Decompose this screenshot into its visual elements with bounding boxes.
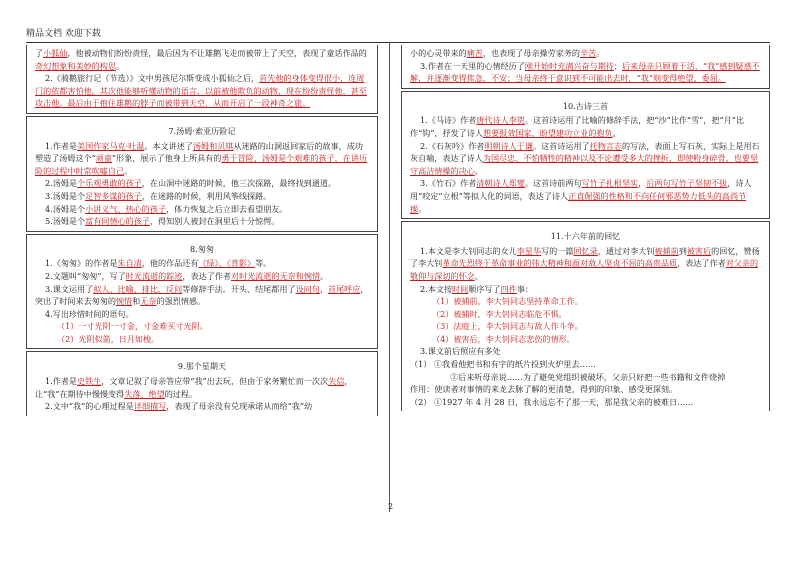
highlighted-answer: 唐代诗人李贺	[476, 115, 525, 126]
highlighted-answer: 朱自清	[117, 258, 142, 269]
paragraph: 作用：使读者对事情的来龙去脉了解的更清楚，得到的印象、感受更深刻。	[410, 384, 678, 395]
text-run: ，	[319, 283, 328, 294]
paragraph	[35, 72, 369, 110]
text-run: ，突出了时间来去匆匆的	[35, 283, 369, 307]
highlighted-answer: 顽童	[95, 153, 112, 164]
text-run: 1.《马诗》作者	[420, 115, 477, 126]
text-run: ，也表现了母亲操劳家务的	[482, 48, 581, 58]
highlighted-answer: 明朝诗人于谦	[484, 140, 533, 151]
section-congcong	[26, 234, 378, 350]
text-run: 顺序写了	[468, 283, 501, 294]
paragraph	[35, 177, 369, 190]
highlighted-answer: 写竹子扎根坚实	[581, 178, 639, 189]
paragraph	[35, 283, 369, 308]
text-run: 。	[124, 165, 133, 176]
highlighted-answer: 李星华	[516, 245, 542, 256]
text-run: 的写法，表面上写石灰，实际上是用石灰自喻，表达了诗人	[410, 140, 760, 164]
text-run: ，他的作品还有	[141, 258, 199, 269]
text-run: 把“月”比作“钩”，抒发了诗人	[410, 115, 744, 138]
text-run: 5.汤姆是个	[45, 216, 86, 227]
paragraph	[410, 114, 761, 139]
paragraph	[410, 60, 761, 85]
right-column	[401, 45, 770, 515]
highlighted-answer: 刚开始时充满兴奋与期待	[524, 60, 614, 71]
paragraph	[35, 190, 369, 203]
text-run: ，	[638, 178, 647, 189]
text-run: 从迷路的山洞返回家后的故事，成功塑造了汤姆这个“	[35, 140, 363, 164]
highlighted-answer: 被害后	[686, 245, 712, 256]
paragraph	[35, 257, 369, 270]
text-run: 1.作者是	[45, 376, 78, 387]
paragraph	[410, 245, 761, 283]
highlighted-answer: 《绿》、《背影》	[198, 258, 256, 269]
text-run: 1.《匆匆》的作者是	[45, 258, 118, 269]
list-item: （1）一寸光阴一寸金，寸金难买寸光阴。	[57, 321, 208, 332]
page-number: 2	[388, 502, 394, 511]
text-run: 。这首诗运用了比喻的修辞手法，把“沙”比作“雪”，	[524, 115, 712, 126]
highlighted-answer: 对时光流逝的无奈和惋惜	[231, 270, 321, 281]
text-run: 。	[418, 203, 427, 214]
highlighted-answer: 小狐仙	[43, 48, 68, 58]
text-run: ，表达了作者	[182, 270, 231, 281]
highlighted-answer: 奇幻想象和美妙的构思	[35, 60, 116, 71]
text-run: 3.课文运用了	[45, 283, 94, 294]
text-run: 1.本文是李大钊同志的女儿	[420, 245, 517, 256]
paragraph	[410, 283, 761, 296]
highlighted-answer: 四件	[500, 283, 517, 294]
paragraph	[410, 47, 761, 60]
highlighted-answer: 革命先烈终于革命事业的伟大精神和面对敌人坚贞不屈的高贵品质	[442, 258, 678, 269]
text-run: 的过程。	[164, 388, 198, 399]
highlighted-answer: 史铁生	[77, 376, 102, 387]
highlighted-answer: 为国尽忠、不怕牺牲的精神以及不论遭受多大的挫折，即使粉身碎骨，也要坚守高洁情操的决心	[410, 153, 759, 176]
list-item: （4）被害后，李大钊同志悲伤的情形。	[432, 333, 575, 344]
highlighted-answer: 设问句	[295, 283, 320, 294]
section-xingqitian-cont	[401, 45, 770, 89]
paragraph	[35, 140, 369, 178]
highlighted-answer: 想要报效国家，盼望建功立业的抱负	[483, 127, 613, 138]
text-run: 。这首诗前两句	[524, 178, 582, 189]
text-run: ，体力恢复之后立即去看望朋友。	[166, 203, 288, 214]
highlighted-answer: 拟人、比喻、排比、反问	[93, 283, 183, 294]
highlighted-answer: 小讲义气、热心的孩子	[85, 203, 167, 214]
section-xingqitian	[26, 351, 378, 415]
text-run: 2.《石灰吟》作者	[420, 140, 485, 151]
page-header: 精品文档 欢迎下载	[26, 29, 101, 39]
text-run: 2.《骑鹅旅行记（节选）》文中男孩尼尔斯变成小狐仙之后，	[45, 73, 260, 84]
highlighted-answer: 托物言志	[589, 140, 623, 151]
text-run: 的回忆，赞扬了李大钊	[410, 245, 760, 269]
highlighted-answer: 失落、绝望	[124, 388, 165, 399]
highlighted-answer: 首尾呼应	[327, 283, 361, 294]
text-run: 。	[612, 127, 621, 138]
text-run: ，他被动物们纷纷责怪，最后因为不让雄鹅飞走而被带上了天空，表现了童话作品的	[67, 48, 367, 58]
text-run: 和	[132, 296, 141, 307]
text-run: 等修辞手法。开头、结尾都用了	[182, 283, 296, 294]
highlighted-answer: 首先他的身体变得很小，连周门的依都害怕他。其次他能够听懂动物的语言，以前被他欺负的动物，现在纷纷责怪他，甚至攻击他。最后由于抱住雄鹅的脖子而被带到天空，从而开启了一段神奇之旅。	[35, 73, 367, 109]
highlighted-answer: 惋惜	[115, 296, 133, 307]
text-run: ，诗人用“咬定”立根”等拟人化的词语，表达了诗人	[410, 178, 752, 201]
highlighted-answer: 富有同情心的孩子	[85, 216, 150, 227]
paragraph	[35, 215, 369, 228]
highlighted-answer: 后来母亲只顾着干活，“我”感到疑惑不解，并逐渐变得焦急、不安；当母亲终于意识到不可能出去时，“我”则变得绝望、委屈。	[410, 60, 760, 84]
paragraph	[410, 140, 761, 178]
section-title: 7.汤姆·索亚历险记	[168, 125, 236, 136]
text-run: 的强烈情感。	[156, 296, 206, 307]
highlighted-answer: 回忆录	[573, 245, 598, 256]
text-run: 3.《竹石》作者	[420, 178, 477, 189]
header-rule	[26, 42, 770, 43]
text-run: 写的一篇	[541, 245, 574, 256]
text-run: ；	[613, 60, 623, 71]
paragraph: 4.写出珍惜时间的语句。	[45, 308, 134, 319]
highlighted-answer: 足智多谋的孩子	[85, 190, 142, 201]
text-run: 3.汤姆是个	[45, 190, 86, 201]
highlighted-answer: 汤姆和贝琪	[192, 140, 234, 151]
list-item: （2）光阴似箭，日月如梭。	[57, 333, 160, 344]
section-gushi	[401, 91, 770, 219]
text-run: 2.文中“我”的心理过程是	[45, 401, 134, 412]
highlighted-answer: 时间	[452, 283, 469, 294]
list-item: （2）被捕时，李大钊同志临危不惧。	[432, 308, 567, 319]
highlighted-answer: 清朝诗人郑燮	[476, 178, 525, 189]
text-run: 。这首诗运用了	[532, 140, 590, 151]
paragraph	[35, 375, 369, 400]
text-run: 2.本文按	[420, 283, 453, 294]
paragraph: （2） ①1927 年 4 月 28 日，我永远忘不了那一天，那是我父亲的被难日……	[410, 396, 694, 407]
highlighted-answer: 对父亲的敬仰与深切的怀念	[410, 258, 759, 281]
highlighted-answer: 无奈	[140, 296, 157, 307]
text-run: 到	[678, 245, 687, 256]
text-run: ，通过对李大钊	[597, 245, 655, 256]
section-nils	[26, 45, 378, 114]
text-run: 2.汤姆是	[45, 178, 78, 189]
left-column	[26, 45, 378, 515]
highlighted-answer: 美国作家马克·吐温	[77, 140, 145, 151]
section-huiyi	[401, 221, 770, 411]
text-run: ，在迷路的时候，利用风筝线探路。	[141, 190, 272, 201]
text-run: 。	[596, 48, 605, 58]
highlighted-answer: 后两句写竹子坚韧不拔	[646, 178, 728, 189]
text-run: ，文章记叙了母亲答应带“我”出去玩，但由于家务繁忙而一次次	[101, 376, 329, 387]
paragraph	[35, 47, 369, 72]
text-run: 。	[474, 270, 483, 281]
list-item: （1）被捕前，李大钊同志坚持革命工作。	[432, 296, 583, 307]
section-tom-sawyer	[26, 116, 378, 232]
paragraph	[35, 400, 369, 413]
highlighted-answer: 辛苦	[580, 48, 597, 58]
section-title: 9.那个星期天	[177, 361, 227, 372]
paragraph: （1） ①我看他把书和有字的纸片投到火炉里去……	[410, 359, 596, 370]
paragraph: 3.课文前后照应有多处	[420, 346, 501, 357]
paragraph	[35, 203, 369, 216]
highlighted-answer: 失信	[328, 376, 345, 387]
text-run: 3.作者在一天里的心情经历了	[420, 60, 525, 71]
text-run: 。	[474, 165, 483, 176]
text-run: 。	[115, 60, 125, 71]
paragraph: ②后来听母亲说……为了避免党组织被破坏，父亲只好把一些书籍和文件烧掉	[450, 371, 726, 382]
column-divider	[389, 42, 390, 512]
text-run: 1.作者是	[45, 140, 78, 151]
paragraph	[35, 270, 369, 283]
highlighted-answer: 详细描写	[133, 401, 167, 412]
text-run: 。	[320, 270, 329, 281]
text-run: ，表达了作者	[677, 258, 726, 269]
text-run: 事：	[516, 283, 534, 294]
text-run: ，表现了母亲没有兑现承诺从而给“我”幼	[166, 401, 313, 412]
text-run: ，在山洞中迷路的时候，他三次探路，最终找到通道。	[141, 178, 337, 189]
section-title: 11.十六年前的回忆	[550, 231, 621, 242]
text-run: 了	[35, 48, 44, 58]
paragraph	[410, 177, 761, 215]
text-run: 2.文题叫“匆匆”，写了	[45, 270, 126, 281]
highlighted-answer: 痛苦	[466, 48, 483, 58]
highlighted-answer: 被捕前	[654, 245, 679, 256]
list-item: （3）法庭上，李大钊同志与敌人作斗争。	[432, 321, 583, 332]
text-run: ，让“我”在期待中慢慢变得	[35, 376, 353, 399]
section-title: 10.古诗三首	[562, 100, 609, 111]
text-run: ”形象，展示了他身上所具有的	[112, 153, 222, 164]
highlighted-answer: 时光流逝的踪迹	[125, 270, 183, 281]
text-run: 等。	[255, 258, 272, 269]
text-run: ，得知别人被封在洞里后十分惊愕。	[149, 216, 280, 227]
highlighted-answer: 勇于冒险、汤姆是个艰难的孩子，在讲历险的过程中时常吹嘘自己	[35, 153, 368, 176]
text-run: 小的心灵带来的	[410, 48, 467, 58]
highlighted-answer: 正直倔强的性格和不向任何邪恶势力低头的高尚节操	[410, 190, 747, 214]
text-run: 4.汤姆是个	[45, 203, 86, 214]
text-run: 。本文讲述了	[144, 140, 193, 151]
section-title: 8.匆匆	[190, 243, 214, 254]
highlighted-answer: 个乐观勇敢的孩子	[77, 178, 142, 189]
